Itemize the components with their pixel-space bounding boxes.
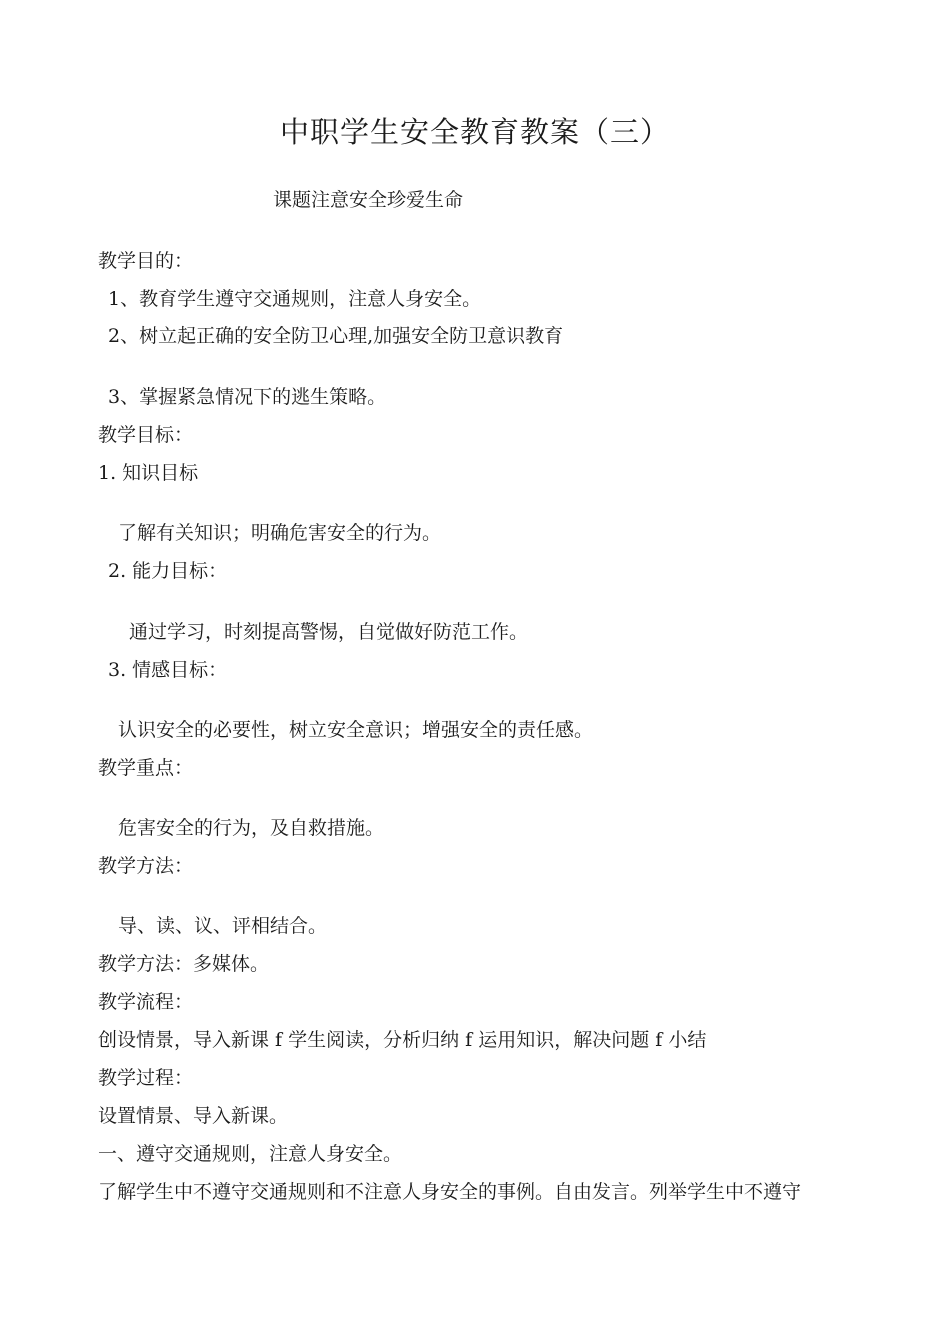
- method-text: 导、读、议、评相结合。: [118, 915, 328, 937]
- process-part-1-heading: 一、遵守交通规则，注意人身安全。: [98, 1143, 403, 1165]
- goal-2-heading: 2. 能力目标：: [108, 560, 228, 582]
- goal-3-heading: 3. 情感目标：: [108, 659, 228, 681]
- section-heading-process: 教学过程：: [98, 1067, 194, 1089]
- section-heading-goals: 教学目标：: [98, 424, 194, 446]
- goal-3-text: 认识安全的必要性，树立安全意识；增强安全的责任感。: [118, 719, 594, 741]
- section-heading-key-points: 教学重点：: [98, 757, 194, 779]
- process-intro: 设置情景、导入新课。: [98, 1105, 289, 1127]
- method-media: 教学方法：多媒体。: [98, 953, 270, 975]
- document-title: 中职学生安全教育教案（三）: [279, 115, 670, 149]
- goal-1-heading: 1. 知识目标: [98, 462, 199, 484]
- goal-2-text: 通过学习，时刻提高警惕，自觉做好防范工作。: [129, 621, 529, 643]
- lesson-topic: 课题注意安全珍爱生命: [273, 189, 464, 211]
- purpose-item-1: 1、教育学生遵守交通规则，注意人身安全。: [108, 288, 482, 310]
- flow-text: 创设情景，导入新课 f 学生阅读，分析归纳 f 运用知识，解决问题 f 小结: [98, 1029, 707, 1051]
- section-heading-flow: 教学流程：: [98, 991, 194, 1013]
- process-part-1-text: 了解学生中不遵守交通规则和不注意人身安全的事例。自由发言。列举学生中不遵守: [98, 1181, 802, 1203]
- section-heading-purpose: 教学目的：: [98, 250, 194, 272]
- section-heading-method: 教学方法：: [98, 855, 194, 877]
- purpose-item-2: 2、树立起正确的安全防卫心理,加强安全防卫意识教育: [108, 325, 564, 347]
- purpose-item-3: 3、掌握紧急情况下的逃生策略。: [108, 386, 387, 408]
- goal-1-text: 了解有关知识；明确危害安全的行为。: [118, 522, 442, 544]
- key-points-text: 危害安全的行为，及自救措施。: [118, 817, 385, 839]
